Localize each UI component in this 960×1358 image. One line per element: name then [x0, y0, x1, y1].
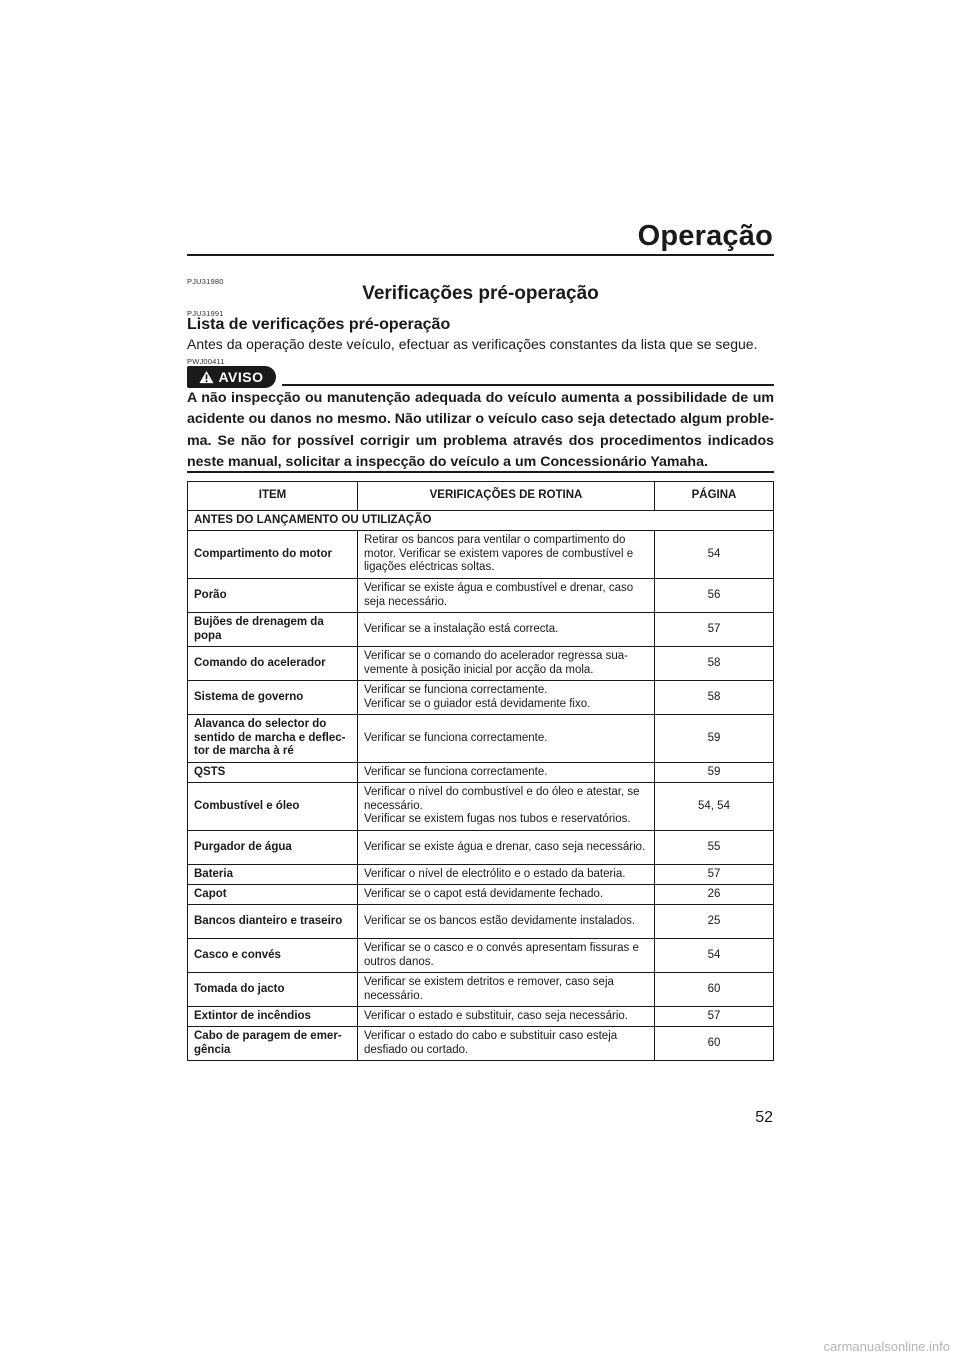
row-check: Verificar o estado e substituir, caso seja necessário. [358, 1007, 655, 1027]
checklist-table [187, 481, 774, 1061]
row-page: 54 [655, 531, 774, 579]
row-page: 58 [655, 647, 774, 681]
row-page: 56 [655, 579, 774, 613]
page-title: Operação [637, 220, 773, 252]
table-row [188, 1007, 774, 1027]
row-item: Casco e convés [188, 939, 358, 973]
table-row [188, 531, 774, 579]
intro-paragraph: Antes da operação deste veículo, efectuar as verificações constantes da lista que se segue. [187, 336, 758, 352]
row-item: Cabo de paragem de emergência [188, 1027, 358, 1061]
row-check: Verificar se existe água e drenar, caso seja necessário. [358, 831, 655, 865]
table-row [188, 579, 774, 613]
row-item: Capot [188, 885, 358, 905]
row-page: 25 [655, 905, 774, 939]
table-row [188, 905, 774, 939]
row-page: 58 [655, 681, 774, 715]
row-item: Bujões de drenagem da popa [188, 613, 358, 647]
table-group-row [188, 511, 774, 531]
row-check: Verificar se existem detritos e remover, caso seja necessário. [358, 973, 655, 1007]
row-page: 60 [655, 1027, 774, 1061]
row-item: Porão [188, 579, 358, 613]
row-item: Compartimento do motor [188, 531, 358, 579]
row-item: Bateria [188, 865, 358, 885]
header-checks: VERIFICAÇÕES DE ROTINA [358, 482, 655, 511]
warning-code: PWJ00411 [187, 357, 225, 366]
row-page: 57 [655, 613, 774, 647]
row-page: 57 [655, 1007, 774, 1027]
row-check: Verificar o nível do combustível e do óleo e atestar, se necessário. Verificar se existem fugas nos tubos e reservatórios. [358, 783, 655, 831]
row-check: Verificar se existe água e combustível e drenar, caso seja necessário. [358, 579, 655, 613]
warning-badge [187, 366, 276, 388]
table-row [188, 647, 774, 681]
header-item: ITEM [188, 482, 358, 511]
watermark: carmanualsonline.info [823, 1339, 950, 1354]
row-item: Comando do acelerador [188, 647, 358, 681]
row-page: 57 [655, 865, 774, 885]
row-check: Retirar os bancos para ventilar o compartimento do motor. Verificar se existem vapores de combustível e ligações eléctricas soltas. [358, 531, 655, 579]
row-check: Verificar se funciona correctamente. [358, 715, 655, 763]
row-check: Verificar se o capot está devidamente fechado. [358, 885, 655, 905]
warning-text: A não inspecção ou manutenção adequada do veículo aumenta a possibilidade de um acidente ou danos no mesmo. Não utilizar o veículo caso seja detectado algum problema. Se não for possível corrigir um problema através dos procedimentos indicados neste manual, solicitar a inspecção do veículo a um Concessionário Yamaha. [187, 390, 774, 470]
table-row [188, 1027, 774, 1061]
row-check: Verificar se funciona correctamente. [358, 763, 655, 783]
row-check: Verificar se os bancos estão devidamente instalados. [358, 905, 655, 939]
section-code: PJU31980 [187, 277, 224, 286]
page-number: 52 [755, 1109, 773, 1126]
header-page: PÁGINA [655, 482, 774, 511]
row-check: Verificar o estado do cabo e substituir caso esteja desfiado ou cortado. [358, 1027, 655, 1061]
table-row [188, 715, 774, 763]
row-page: 59 [655, 715, 774, 763]
row-page: 59 [655, 763, 774, 783]
row-item: Sistema de governo [188, 681, 358, 715]
row-item: Alavanca do selector do sentido de marcha e deflector de marcha à ré [188, 715, 358, 763]
row-check: Verificar se o comando do acelerador regressa suavemente à posição inicial por acção da mola. [358, 647, 655, 681]
table-row [188, 885, 774, 905]
row-item: QSTS [188, 763, 358, 783]
table-header-row [188, 482, 774, 511]
row-page: 55 [655, 831, 774, 865]
table-row [188, 831, 774, 865]
row-page: 54 [655, 939, 774, 973]
table-row [188, 973, 774, 1007]
row-item: Bancos dianteiro e traseiro [188, 905, 358, 939]
group-label: ANTES DO LANÇAMENTO OU UTILIZAÇÃO [188, 511, 774, 531]
table-row [188, 681, 774, 715]
table-row [188, 613, 774, 647]
row-page: 26 [655, 885, 774, 905]
subsection-code: PJU31991 [187, 309, 224, 318]
row-check: Verificar o nível de electrólito e o estado da bateria. [358, 865, 655, 885]
row-page: 60 [655, 973, 774, 1007]
warning-rule-bottom [187, 471, 774, 473]
warning-rule-top [282, 384, 774, 386]
table-row [188, 939, 774, 973]
table-row [188, 763, 774, 783]
row-check: Verificar se a instalação está correcta. [358, 613, 655, 647]
warning-triangle-icon [199, 370, 214, 384]
row-item: Purgador de água [188, 831, 358, 865]
table-row [188, 783, 774, 831]
row-check: Verificar se o casco e o convés apresentam fissuras e outros danos. [358, 939, 655, 973]
row-page: 54, 54 [655, 783, 774, 831]
row-item: Extintor de incêndios [188, 1007, 358, 1027]
table-row [188, 865, 774, 885]
warning-label: AVISO [218, 369, 264, 385]
subsection-title: Lista de verificações pré-operação [187, 316, 451, 333]
row-check: Verificar se funciona correctamente. Verificar se o guiador está devidamente fixo. [358, 681, 655, 715]
row-item: Tomada do jacto [188, 973, 358, 1007]
section-title: Verificações pré-operação [362, 283, 599, 304]
row-item: Combustível e óleo [188, 783, 358, 831]
title-rule [187, 254, 774, 256]
